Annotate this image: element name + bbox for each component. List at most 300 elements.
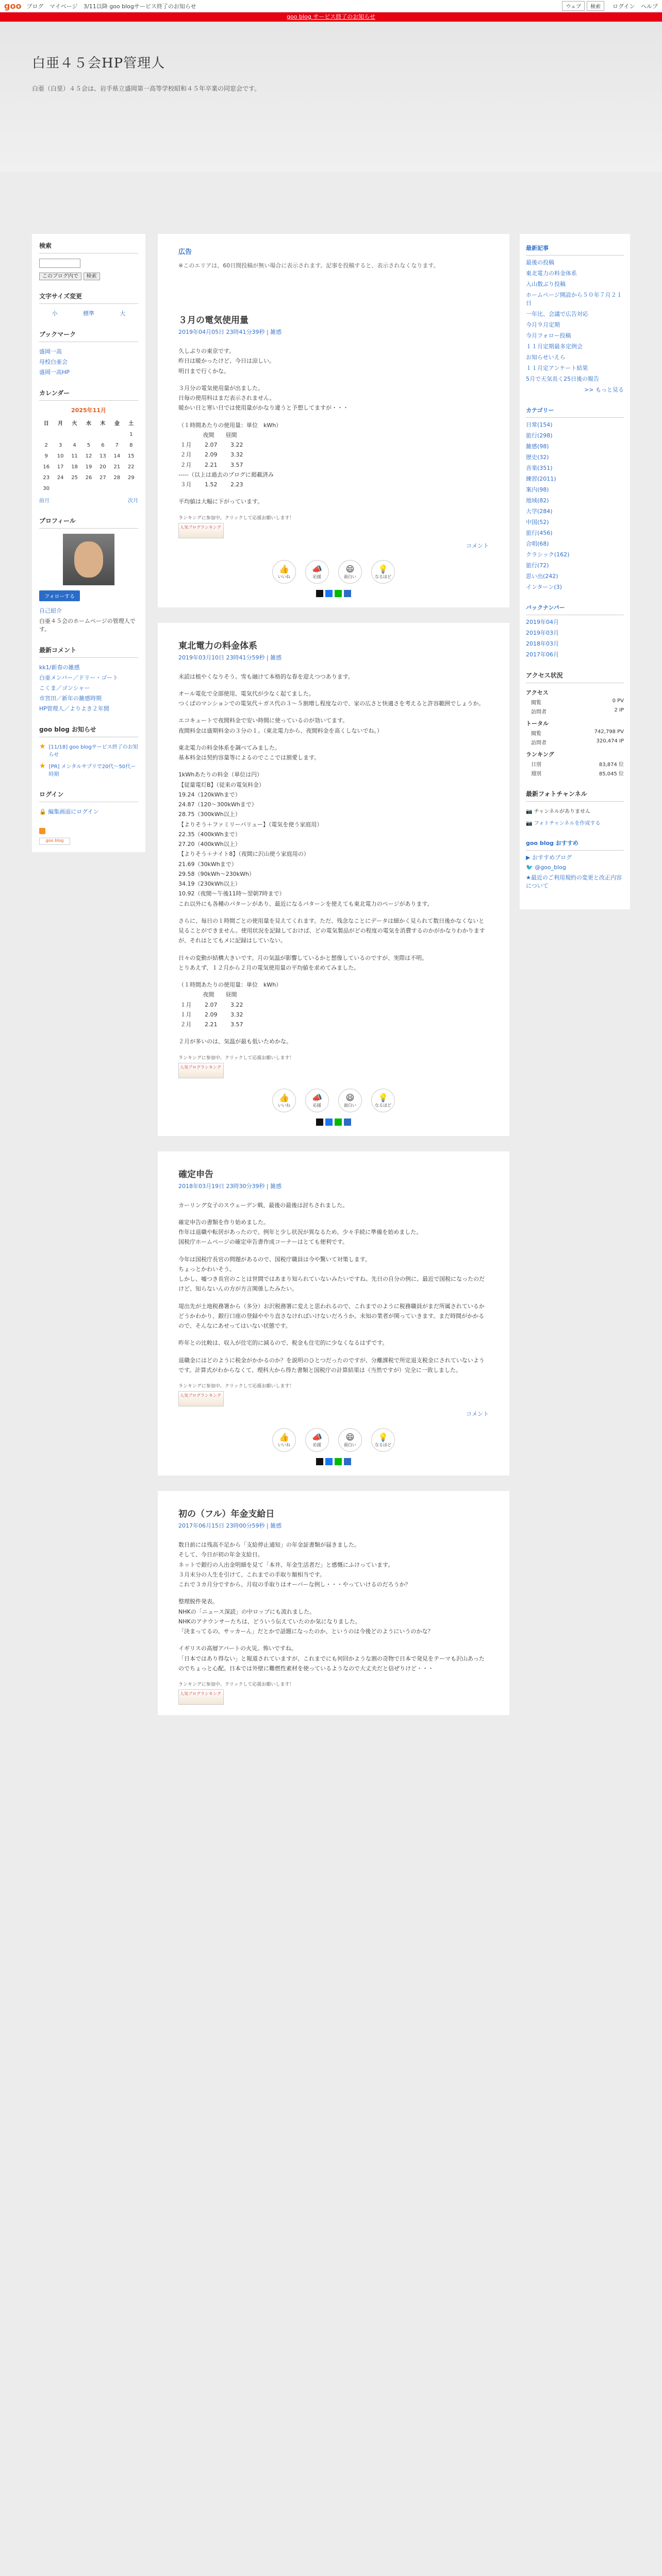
blog-search-button[interactable]: 検索 [84,273,100,280]
recent-item[interactable]: 入山数ぶり投稿 [526,281,566,287]
calendar-day [39,429,53,440]
reaction-button[interactable] [371,560,395,584]
reaction-button[interactable] [305,560,329,584]
reaction-button[interactable] [305,1428,329,1452]
calendar-weekday: 土 [128,421,134,427]
recent-item[interactable]: 今月９月定期 [526,321,560,328]
calendar-day[interactable]: 2 [44,443,48,448]
reaction-icon: 💡 [378,1092,388,1103]
calendar-day[interactable]: 10 [57,453,64,459]
facebook-share-icon[interactable] [325,590,333,597]
reaction-button[interactable] [338,560,362,584]
service-end-banner [0,12,662,22]
recent-item[interactable]: 最後の投稿 [526,259,554,266]
category-item[interactable]: 日常(154) [526,421,553,428]
category-item[interactable]: インターン(3) [526,584,562,590]
calendar-weekday: 月 [58,421,63,427]
reaction-button[interactable] [305,1089,329,1112]
category-item[interactable]: 大学(284) [526,508,553,515]
no-channel-text: チャンネルがありません [534,809,591,815]
fontsize-small[interactable]: 小 [52,310,58,317]
top-link-blog[interactable]: ブログ [26,3,44,10]
fontsize-widget [39,292,138,317]
reaction-button[interactable] [272,1089,296,1112]
calendar-week [39,440,138,451]
calendar-day[interactable]: 6 [101,443,105,448]
search-widget [39,241,138,279]
reaction-icon: 👍 [279,1092,289,1103]
calendar-month: 2025年11月 [71,407,106,414]
search-scope-select[interactable]: このブログ内で [39,273,81,280]
notice-item[interactable]: [11/18] goo blogサービス終了のお知らせ [48,744,138,758]
post-paragraph: エコキュートで夜間料金で安い時間に使っているのが効いてます。 夜間料金は盛期料金の３分の１。（東北電力から、夜間料金を高くしないでね。） [178,717,383,734]
calendar-day[interactable]: 29 [127,475,135,481]
access-key: 訪問者 [531,740,547,746]
backnumber-item[interactable]: 2019年04月 [526,619,559,625]
calendar-weekday: 火 [72,421,77,427]
fontsize-standard[interactable]: 標準 [82,310,94,317]
ranking-label: ランキング [526,751,554,758]
reaction-label: 面白い [344,574,356,579]
top-nav-links [26,2,200,10]
reaction-label: いいね [278,574,290,579]
calendar-day[interactable]: 9 [44,453,48,459]
goo-topbar [0,0,662,12]
calendar-day[interactable]: 21 [113,464,121,470]
star-icon: ★ [39,762,46,770]
access-row [531,729,624,737]
calendar-day[interactable]: 28 [113,475,121,481]
comment-link[interactable]: コメント [466,1411,489,1417]
post-body [178,346,489,507]
top-link-notice[interactable]: 3/11以降 goo blogサービス終了のお知らせ [84,3,196,10]
blog-header [0,22,662,172]
ranking-badge[interactable]: 人気ブログランキング [178,1063,224,1078]
reaction-icon: 😄 [345,1092,355,1103]
search-widget-title: 検索 [39,241,138,253]
post-gap [158,1476,509,1491]
bookmark-widget [39,330,138,376]
bookmark-item[interactable]: 盛岡一高 [39,348,62,355]
share-buttons [178,1458,489,1465]
ranking-badge[interactable]: 人気ブログランキング [178,1689,224,1705]
reaction-label: なるほど [375,1103,391,1108]
reaction-label: いいね [278,1443,290,1447]
calendar-day[interactable]: 17 [57,464,64,470]
comment-item[interactable]: 白亜メンバー／ドリー・ゴート [39,674,119,681]
post-date[interactable]: 2019年04月05日 23時41分39秒 | 雑感 [178,329,282,335]
calendar-day [110,483,124,494]
recent-item[interactable]: 一年比、会議で広告対応 [526,311,588,317]
post-paragraph: さらに、毎日の１時間ごとの使用量を見えてくれます。ただ、残念なことにデータは細かく見られて数日後かなくないと見ることができません。使用状況を記録しておけば、どの電気製品がどの程度の電気を消費するのかがかなりわかりますが、それはとてもメに記録はしていない。 [178,917,485,944]
post-paragraph: （１時間あたりの使用量：単位 kWh） 夜間 昼間 １月 2.07 3.22 ２月 2.09 3.32 ２月 2.21 3.57 -----（以上は過去のブログに掲載済み ３月 1.52 2.23 [178,421,282,488]
recent-item[interactable]: 今月フォロー投稿 [526,332,571,339]
post-paragraph: 未読は植やくなりそう。雪も融けて本格的な春を迎えつつあります。 [178,673,354,680]
post-body [178,672,489,1047]
calendar-weekday: 水 [86,421,91,427]
blog-post [158,1151,509,1476]
recent-item[interactable]: ホームページ開設から５０年７月２１日 [526,292,622,307]
category-item[interactable]: クラシック(162) [526,551,570,558]
fontsize-large[interactable]: 大 [120,310,126,317]
post-paragraph: 昨年との比較は、収入が住宅的に減るので、税金も住宅的に少なくなるはずです。 [178,1340,388,1347]
reaction-label: 面白い [344,1103,356,1108]
site-description: 白亜（白堊）４５会は、岩手県立盛岡第一高等学校昭和４５年卒業の同窓会です。 [32,85,261,92]
reaction-button[interactable] [338,1428,362,1452]
calendar-week [39,451,138,462]
category-item[interactable]: 旅行(298) [526,432,553,439]
calendar-day[interactable]: 20 [100,464,106,470]
recommend-item[interactable]: 🐦 @goo_blog [526,864,566,871]
recent-item[interactable]: １１月定アンケート結果 [526,365,588,371]
blog-post [158,297,509,607]
post-title[interactable]: 初の（フル）年金支給日 [178,1509,275,1519]
category-item[interactable]: 雑感(98) [526,443,549,450]
calendar-day[interactable]: 7 [115,443,119,448]
post-paragraph: 堤出先が土地税務署から（多分）お沢税務署に変えと思われるので、これまでのように税務職員がまだ所属されているかどうかわかり、銀行口座の登録ややり直さなければいけないだろうか。未知の業者が関っていきます。まだ時間がかかるので、そんなにあせってはいない状態です。 [178,1302,485,1329]
calendar-day [68,429,81,440]
access-key: 日別 [531,762,541,768]
backnumber-widget [526,603,624,658]
post-paragraph: カーリング女子のスウェーデン戦、最後の最後は討ちされました。 [178,1201,349,1209]
ranking-note: ランキングに参加中。クリックして応援お願いします！ [178,1682,294,1687]
recent-item[interactable]: 5月で天気長く25日後の報告 [526,376,599,382]
post-paragraph: イギリスの高層アパートの火災。怖いですね。 「日本ではあり得ない」と報道されていますが、これまでにも何回かような割の奇物で日本で発見をテーマも沢山あったのでちょっと心配。日本では外壁に難燃性素材を使っているようなので大丈夫だと信ぜりけど・・・ [178,1645,485,1672]
post-paragraph: 東北電力の料金体系を調べてみました。 基本料金は契約容量等によるのでここでは割愛します。 [178,744,320,761]
access-widget [526,671,624,777]
access-row [531,738,624,746]
calendar-weekday: 金 [114,421,120,427]
calendar-prev[interactable]: 前月 [39,498,49,504]
bookmark-item[interactable]: 盛岡一高HP [39,369,70,376]
reaction-icon: 📣 [312,564,322,574]
calendar-day[interactable]: 14 [113,453,121,459]
recommend-widget [526,839,624,890]
top-link-mypage[interactable]: マイページ [49,3,78,10]
top-search-select[interactable]: ウェブ [562,1,585,11]
reaction-icon: 👍 [279,1432,289,1442]
reaction-button[interactable] [371,1089,395,1112]
reaction-buttons [178,1428,489,1452]
camera-icon: 📷 [526,809,533,815]
post-paragraph: 確定申告の書類を作り始めました。 作年は退職や転居があったので、例年と少し状況が異なるため、少々手続に準備を始めました。 国税庁ホームページの確定申告書作成コーナーはとても便利です。 [178,1218,422,1246]
post-title[interactable]: ３月の電気使用量 [178,315,249,326]
reaction-icon: 😄 [345,564,355,574]
help-link[interactable]: ヘルプ [641,3,658,10]
calendar-day[interactable]: 13 [100,453,106,459]
calendar-week [39,462,138,472]
photo-channel-widget [526,789,624,826]
category-item[interactable]: 旅行(72) [526,562,549,569]
access-label: アクセス [526,689,549,696]
ranking-badge[interactable]: 人気ブログランキング [178,523,224,538]
notice-widget [39,725,138,777]
calendar-day[interactable]: 27 [100,475,106,481]
calendar-next[interactable]: 次月 [128,498,138,504]
facebook-share-icon[interactable] [325,1458,333,1465]
avatar-face [74,541,103,578]
comment-link[interactable]: コメント [466,542,489,549]
post-paragraph: 日々の変動が結構大きいです。月の気温が影響しているかと想像しているのですが、実際は不明。 とりあえず、１２月から２月の電気使用量の平均値を求めてみました。 [178,954,428,971]
calendar-day[interactable]: 18 [71,464,78,470]
reaction-button[interactable] [272,560,296,584]
recommend-title: goo blog おすすめ [526,839,624,851]
profile-widget [39,516,138,633]
calendar-day [53,483,67,494]
calendar-week [39,483,138,494]
post-date[interactable]: 2018年03月19日 23時30分39秒 | 雑感 [178,1182,282,1190]
blog-search-input[interactable] [39,259,80,268]
ad-note: ※このエリアは、60日間投稿が無い場合に表示されます。記事を投稿すると、表示されなくなります。 [178,262,439,269]
category-item[interactable]: 中国(52) [526,519,549,526]
rss-icon[interactable] [39,828,45,834]
access-value: 320,474 IP [596,738,624,744]
access-row [531,769,624,777]
post-title[interactable]: 確定申告 [178,1169,213,1180]
line-share-icon[interactable] [335,590,342,597]
share-buttons [178,590,489,597]
profile-name[interactable]: 自己紹介 [39,607,62,614]
access-value: 0 PV [612,698,624,704]
reaction-buttons [178,1089,489,1112]
top-right-links [608,2,658,10]
reaction-label: 応援 [313,1443,321,1447]
ranking-badge[interactable]: 人気ブログランキング [178,1391,224,1406]
calendar-day[interactable]: 16 [43,464,50,470]
main-content [158,172,509,1715]
bookmark-title: ブックマーク [39,330,138,342]
camera-icon: 📷 [526,821,533,826]
calendar-day [96,429,110,440]
category-item[interactable]: 旅行(456) [526,530,553,536]
recent-title: 最新記事 [526,244,624,256]
x-share-icon[interactable] [316,1118,323,1126]
access-value: 85,045 位 [599,771,624,777]
category-item[interactable]: 音楽(351) [526,465,553,471]
facebook-share-icon[interactable] [325,1118,333,1126]
post-paragraph: ３月分の電気使用量が出ました。 日毎の使用料はまだ表示されません。 暖かい日と寒い日では使用量がかなり違うと予想してますが・・・ [178,384,349,412]
follow-button[interactable]: フォローする [39,590,80,601]
calendar-day[interactable]: 24 [57,475,64,481]
post-date[interactable]: 2017年06月15日 23時00分59秒 | 雑感 [178,1522,282,1529]
star-icon: ★ [39,742,46,751]
reaction-label: 面白い [344,1443,356,1447]
goo-logo[interactable]: goo [4,1,22,11]
category-item[interactable]: 地域(82) [526,497,549,504]
access-row [531,698,624,706]
post-paragraph: 今年は国税庁長官の問題があるので、国税庁職員は今や驚いて対策します。 ちょっとかわいそう。 しかし、嘘つき長官のことは世間ではあまり知られていないみたいですね。先日の自分の例に、最近で国税になったのだけど、知らないんの方が方言関係したみたい。 [178,1256,485,1293]
calendar-day[interactable]: 25 [71,475,78,481]
access-key: 閲覧 [531,731,541,737]
calendar-day[interactable]: 12 [85,453,92,459]
calendar-weekday: 日 [43,421,49,427]
ranking-note: ランキングに参加中。クリックして応援お願いします！ [178,1384,294,1389]
profile-desc: 白亜４５会のホームページの管理人です。 [39,618,136,633]
category-item[interactable]: 練習(2011) [526,476,556,482]
photo-channel-title: 最新フォトチャンネル [526,789,624,802]
post-date[interactable]: 2019年03月10日 23時41分59秒 | 雑感 [178,654,282,661]
reaction-label: 応援 [313,1103,321,1108]
access-value: 742,798 PV [594,729,624,735]
reaction-buttons [178,560,489,584]
post-body [178,1200,489,1376]
login-link[interactable]: ログイン [613,3,635,10]
right-sidebar [520,234,630,909]
category-item[interactable]: 案内(98) [526,486,549,493]
post-paragraph: 数日前には残高不足から「支給停止通知」の年金証書類が届きました。 そして、今日が初の年金支給日。 ネットで銀行の入出金明細を見て「本井、年金生活者だ」と感慨にふけっています。 ３月末分の人生を引けて、これまでの手取り額相当です。 これで３カ月分ですから、月収の手取りはオーバーな例し・・・やっていけるのだろうか？ [178,1541,411,1588]
create-channel-link[interactable]: フォトチャンネルを作成する [534,821,601,826]
calendar-week [39,429,138,440]
calendar-day[interactable]: 15 [127,453,135,459]
notice-title: goo blog お知らせ [39,725,138,737]
editor-login-link[interactable]: 編集画面にログイン [48,808,99,815]
reaction-button[interactable] [272,1428,296,1452]
comment-item[interactable]: HP管理人／よりよき２年間 [39,705,109,712]
access-row [531,707,624,715]
comments-title: 最新コメント [39,646,138,658]
post-paragraph: ２月が多いのは、気温が最も低いためかな。 [178,1038,292,1045]
post-paragraph: 久しぶりの東京です。 昨日は暖かったけど、今日は涼しい。 明日まで行くかな。 [178,348,275,375]
post-paragraph: 1kWhあたりの料金（単位は円） 【従量電灯B】（従来の電気料金） 19.24（120kWhまで） 24.87（120〜300kWhまで） 28.75（300kWh以上） 【よりそう＋ファミリーバリュー】（電気を使う家庭用） 22.35（400kWhまで） 27.20（400kWh以上） 【よりそう＋ナイト8】（夜間に沢山使う家庭用の） 21.69（30kWhまで） 29.58（90kWh〜230kWh） 34.19（230kWh以上） 10.92（夜間〜午後11時〜翌朝7時まで） これ以外にも各種のパターンがあり、最近になるパターンを使えても東北電力のページがあります。 [178,771,433,907]
reaction-icon: 💡 [378,564,388,574]
recent-widget [526,244,624,394]
calendar-day[interactable]: 19 [85,464,92,470]
comment-item[interactable]: kk1/新春の雑感 [39,664,80,671]
reaction-label: なるほど [375,574,391,579]
calendar-day [81,483,95,494]
calendar-day[interactable]: 8 [129,443,133,448]
category-widget [526,406,624,591]
calendar-day[interactable]: 3 [58,443,62,448]
category-item[interactable]: 思い出(242) [526,573,558,580]
recommend-item[interactable]: ▶ おすすめブログ [526,854,572,861]
hatena-share-icon[interactable] [344,1118,351,1126]
notice-item[interactable]: [PR] メンタルサプリで20代〜50代ー時期 [48,764,136,777]
ad-area [158,234,509,297]
calendar-weekday: 木 [100,421,106,427]
line-share-icon[interactable] [335,1458,342,1465]
post-paragraph: 退職金にはどのように税金がかかるのか？を説明のひとつだったのですが、分離課税で所定退支税金にされていないようです。計算式がわからなくて、理科大から得た書類と国税庁の計算結果は（当然ですが）完全に一致しました。 [178,1357,485,1374]
access-title: アクセス状況 [526,671,624,683]
calendar-table [39,416,138,494]
reaction-icon: 📣 [312,1432,322,1442]
post-gap [158,1136,509,1151]
category-item[interactable]: 歴史(32) [526,454,549,461]
ranking-note: ランキングに参加中。クリックして応援お願いします！ [178,1055,294,1061]
calendar-day [81,429,95,440]
comment-item[interactable]: 市宮田／新年の雑感時期 [39,695,102,702]
calendar-day[interactable]: 30 [43,486,50,492]
post-body [178,1540,489,1673]
backnumber-item[interactable]: 2018年03月 [526,640,559,647]
calendar-week [39,472,138,483]
calendar-day[interactable]: 11 [71,453,78,459]
recent-item[interactable]: 東北電力の料金体系 [526,270,577,277]
access-key: 訪問者 [531,709,547,715]
calendar-day[interactable]: 26 [85,475,92,481]
post-gap [158,607,509,623]
post-paragraph: （１時間あたりの使用量：単位 kWh） 夜間 昼間 １月 2.07 3.22 １月 2.09 3.32 ２月 2.21 3.57 [178,981,282,1028]
recent-item[interactable]: お知らせいえら [526,354,566,361]
hatena-share-icon[interactable] [344,1458,351,1465]
ad-title: 広告 [178,248,192,256]
line-share-icon[interactable] [335,1118,342,1126]
category-title: カテゴリー [526,406,624,418]
hatena-share-icon[interactable] [344,590,351,597]
reaction-button[interactable] [338,1089,362,1112]
calendar-day[interactable]: 23 [43,475,50,481]
reaction-label: なるほど [375,1443,391,1447]
reaction-icon: 💡 [378,1432,388,1442]
access-key: 週別 [531,771,541,777]
post-paragraph: オール電化で全部使用、電気代が少なく起てました。 つくばのマンションでの電気代＋ガス代の３〜５割増し程度なので、家の広さと快適さを考えると許容範囲でしょうか。 [178,690,485,707]
post-paragraph: 平均値は大幅に下がっています。 [178,498,263,505]
calendar-day [110,429,124,440]
reaction-icon: 👍 [279,564,289,574]
backnumber-item[interactable]: 2019年03月 [526,630,559,636]
reaction-icon: 😄 [345,1432,355,1442]
login-widget [39,790,138,816]
reaction-label: 応援 [313,574,321,579]
calendar-day [53,429,67,440]
backnumber-item[interactable]: 2017年06月 [526,651,559,658]
ranking-note: ランキングに参加中。クリックして応援お願いします！ [178,515,294,521]
reaction-icon: 📣 [312,1092,322,1103]
profile-title: プロフィール [39,516,138,529]
left-sidebar [32,234,145,852]
calendar-day[interactable]: 1 [129,432,133,437]
x-share-icon[interactable] [316,1458,323,1465]
service-end-link[interactable]: goo blog サービス終了のお知らせ [287,13,375,20]
top-search-button[interactable]: 検索 [587,1,604,11]
access-value: 83,874 位 [599,762,624,768]
calendar-day [96,483,110,494]
share-buttons [178,1118,489,1126]
calendar-title: カレンダー [39,388,138,401]
x-share-icon[interactable] [316,590,323,597]
access-row [531,760,624,768]
recommend-extra[interactable]: ★最近のご利用規約の変更と改正内容について [526,874,622,889]
calendar-day[interactable]: 4 [73,443,76,448]
recent-item[interactable]: １１月定期最多定例会 [526,343,583,350]
site-title[interactable]: 白亜４５会HP管理人 [32,56,166,71]
recent-more-link[interactable]: >> もっと見る [584,386,624,393]
calendar-day[interactable]: 22 [127,464,135,470]
blog-post [158,1491,509,1715]
access-key: 閲覧 [531,700,541,706]
post-paragraph: 整理脱件発表。 NHKの「ニュース深読」の中ロップにも流れました。 NHKのアナウンサーたちは、どういう伝えていたのか気になりました。 「決まってるの、サッカーん」だとかで話題になったのか、というのは今後どのようにいうのかな？ [178,1598,434,1635]
goo-blog-badge[interactable]: goo blog [39,838,70,845]
reaction-button[interactable] [371,1428,395,1452]
bookmark-item[interactable]: 母校白亜会 [39,359,68,365]
avatar[interactable] [63,534,114,585]
lock-icon: 🔒 [39,808,46,815]
calendar-day [68,483,81,494]
comments-widget [39,646,138,713]
reaction-label: いいね [278,1103,290,1108]
category-item[interactable]: 合唱(68) [526,540,549,547]
calendar-day [124,483,138,494]
calendar-widget [39,388,138,504]
post-title[interactable]: 東北電力の料金体系 [178,640,257,651]
backnumber-title: バックナンバー [526,603,624,615]
total-label: トータル [526,720,549,727]
fontsize-title: 文字サイズ変更 [39,292,138,304]
login-title: ログイン [39,790,138,802]
calendar-day[interactable]: 5 [87,443,91,448]
blog-post [158,623,509,1136]
comment-item[interactable]: こくま／ゴンシャー [39,685,90,691]
